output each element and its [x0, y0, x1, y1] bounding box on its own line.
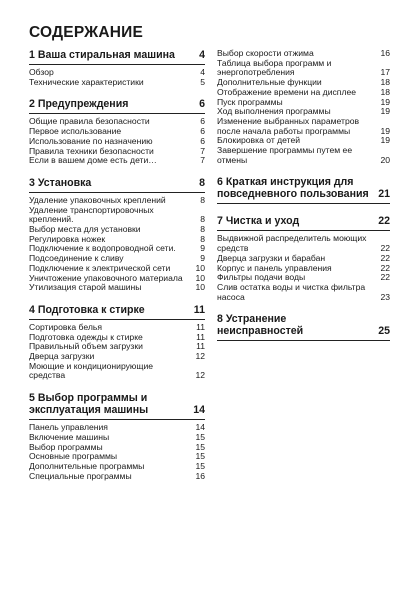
toc-section-title: 5 Выбор программы и эксплуатация машины [29, 392, 149, 417]
toc-section [217, 313, 390, 341]
toc-entry-page: 8 [200, 224, 205, 235]
toc-section [29, 177, 205, 293]
toc-section-title: 2 Предупреждения [29, 98, 129, 111]
toc-section-title: 3 Установка [29, 176, 92, 189]
toc-entry-page: 15 [195, 431, 205, 442]
toc-section-page: 22 [378, 215, 390, 228]
toc-entry-page: 7 [200, 145, 205, 156]
toc-section-page: 8 [199, 176, 205, 189]
toc-entry[interactable] [217, 146, 390, 165]
toc-entry-title: Дверца загрузки [29, 351, 95, 362]
section-divider [29, 192, 205, 193]
toc-entry-title: Утилизация старой машины [29, 282, 142, 293]
toc-entry-title: Удаление упаковочных креплений [29, 194, 166, 205]
toc-left-column [29, 49, 205, 492]
toc-entry-title: Дверца загрузки и барабан [217, 252, 326, 263]
toc-entry-title: Включение машины [29, 431, 110, 442]
toc-section-page: 25 [378, 325, 390, 338]
toc-entry[interactable] [217, 117, 390, 136]
toc-entry-title: Обзор [29, 67, 54, 77]
toc-entry-title: Блокировка от детей [217, 135, 301, 146]
toc-entry-page: 22 [380, 243, 390, 254]
toc-entry-title: Выбор места для установки [29, 224, 141, 235]
toc-entry[interactable] [29, 206, 205, 225]
toc-entry-page: 8 [200, 194, 205, 205]
toc-section [217, 176, 390, 204]
toc-entry-title: Подготовка одежды к стирке [29, 331, 143, 342]
toc-entry-title: Панель управления [29, 422, 108, 433]
toc-entry-page: 17 [380, 67, 390, 78]
toc-entry-page: 11 [196, 321, 205, 332]
toc-right-column [217, 49, 390, 352]
toc-entry-title: Подсоединение к сливу [29, 253, 124, 264]
toc-entry-page: 6 [200, 116, 205, 127]
toc-entry-page: 6 [200, 126, 205, 137]
toc-entry[interactable] [29, 156, 205, 166]
toc-entry-page: 18 [380, 86, 390, 97]
toc-entry[interactable] [29, 362, 205, 381]
toc-entry[interactable] [29, 283, 205, 293]
toc-section-page: 6 [199, 98, 205, 111]
toc-entry-title: Пуск программы [217, 96, 283, 107]
toc-entry-page: 9 [200, 243, 205, 254]
toc-entry-page: 15 [195, 460, 205, 471]
toc-entry-title: Дополнительные программы [29, 460, 145, 471]
toc-entry-page: 9 [200, 253, 205, 264]
toc-section-heading[interactable] [217, 215, 390, 227]
section-divider [29, 113, 205, 114]
toc-entry-title: Ход выполнения программы [217, 106, 331, 117]
toc-entry-page: 8 [200, 214, 205, 225]
toc-section-page: 11 [193, 303, 205, 316]
toc-section-title: 8 Устранение неисправностей [217, 313, 304, 338]
toc-section-heading[interactable] [217, 176, 390, 200]
toc-entry-title: Дополнительные функции [217, 77, 322, 88]
toc-entry-page: 4 [200, 67, 205, 77]
toc-entry-page: 10 [195, 282, 205, 293]
toc-section-heading[interactable] [29, 49, 205, 61]
toc-entry-page: 8 [200, 233, 205, 244]
toc-entry-title: Подключение к электрической сети [29, 262, 171, 273]
section-divider [217, 230, 390, 231]
toc-entry-page: 11 [196, 341, 205, 352]
toc-entry-title: Технические характеристики [29, 76, 144, 87]
toc-entry-title: Использование по назначению [29, 135, 153, 146]
toc-entry-title: Если в вашем доме есть дети… [29, 155, 157, 166]
toc-entry[interactable] [29, 472, 205, 482]
toc-entry-page: 23 [380, 291, 390, 302]
toc-section-title: 7 Чистка и уход [217, 215, 300, 228]
toc-entry-title: Удаление транспортировочных креплений. [29, 204, 154, 225]
toc-section-title: 1 Ваша стиральная машина [29, 49, 175, 61]
toc-entry-page: 16 [195, 470, 205, 481]
toc-entry-title: Выбор программы [29, 441, 103, 452]
toc-section-heading[interactable] [29, 177, 205, 189]
section-divider [29, 319, 205, 320]
toc-section-title: 4 Подготовка к стирке [29, 303, 145, 316]
toc-entry-page: 7 [200, 155, 205, 166]
toc-entry-title: Слив остатка воды и чистка фильтра насоса [217, 281, 366, 302]
toc-section [29, 304, 205, 381]
toc-section-title: 6 Краткая инструкция для повседневного пользования [217, 176, 369, 201]
toc-entry-page: 10 [195, 272, 205, 283]
toc-section [29, 49, 205, 87]
toc-entry-title: Отображение времени на дисплее [217, 86, 357, 97]
toc-entry-title: Подключение к водопроводной сети. [29, 243, 176, 254]
toc-entry-page: 12 [195, 370, 205, 381]
toc-entry-page: 18 [380, 77, 390, 88]
section-divider [29, 64, 205, 65]
toc-entry-title: Фильтры подачи воды [217, 272, 306, 283]
toc-entry[interactable] [217, 234, 390, 253]
toc-section-heading[interactable] [29, 304, 205, 316]
toc-entry-title: Изменение выбранных параметров после начала работы программы [217, 115, 360, 136]
toc-entry-page: 16 [380, 48, 390, 58]
toc-entry-page: 15 [195, 451, 205, 462]
section-divider [29, 419, 205, 420]
toc-entry-title: Уничтожение упаковочного материала [29, 272, 183, 283]
toc-entry-page: 19 [380, 135, 390, 146]
toc-entry-page: 19 [380, 96, 390, 107]
toc-section [29, 392, 205, 481]
toc-section [217, 215, 390, 302]
toc-entry-page: 15 [195, 441, 205, 452]
toc-entry-title: Первое использование [29, 126, 122, 137]
toc-entry-title: Завершение программы путем ее отмены [217, 145, 353, 165]
toc-entry-page: 5 [200, 76, 205, 87]
section-divider [217, 203, 390, 204]
toc-section-page: 21 [378, 188, 390, 201]
toc-section-heading[interactable] [29, 392, 205, 416]
toc-entry-page: 22 [380, 262, 390, 273]
toc-entry-title: Основные программы [29, 451, 118, 462]
toc-section-page: 4 [199, 49, 205, 61]
toc-entry-page: 22 [380, 272, 390, 283]
toc-entry-title: Правильный объем загрузки [29, 341, 143, 352]
page-title: СОДЕРЖАНИЕ [29, 24, 144, 41]
toc-entry-title: Выдвижной распределитель моющих средств [217, 233, 367, 254]
toc-entry-title: Моющие и кондиционирующие средства [29, 360, 154, 381]
toc-entry-title: Выбор скорости отжима [217, 48, 314, 58]
toc-section [29, 98, 205, 166]
toc-entry-page: 11 [196, 331, 205, 342]
toc-entry[interactable] [217, 59, 390, 78]
toc-entry-title: Регулировка ножек [29, 233, 106, 244]
toc-entry[interactable] [217, 283, 390, 302]
toc-entry-title: Специальные программы [29, 470, 132, 481]
toc-entry-page: 12 [195, 351, 205, 362]
toc-entry-page: 6 [200, 135, 205, 146]
toc-entry-page: 19 [380, 125, 390, 136]
toc-entry-title: Сортировка белья [29, 321, 103, 332]
toc-entry-title: Корпус и панель управления [217, 262, 332, 273]
toc-entry-title: Правила техники безопасности [29, 145, 154, 156]
toc-entry-page: 22 [380, 252, 390, 263]
toc-section-heading[interactable] [29, 98, 205, 110]
toc-entry-title: Таблица выбора программ и энергопотребления [217, 57, 332, 78]
toc-section-heading[interactable] [217, 313, 390, 337]
toc-section-page: 14 [193, 404, 205, 417]
toc-continued-list [217, 49, 390, 165]
toc-entry[interactable] [29, 78, 205, 88]
section-divider [217, 340, 390, 341]
toc-entry-page: 19 [380, 106, 390, 117]
toc-entry-page: 14 [195, 422, 205, 433]
toc-entry-page: 20 [380, 154, 390, 165]
toc-entry-page: 10 [195, 262, 205, 273]
toc-entry-title: Общие правила безопасности [29, 116, 150, 127]
